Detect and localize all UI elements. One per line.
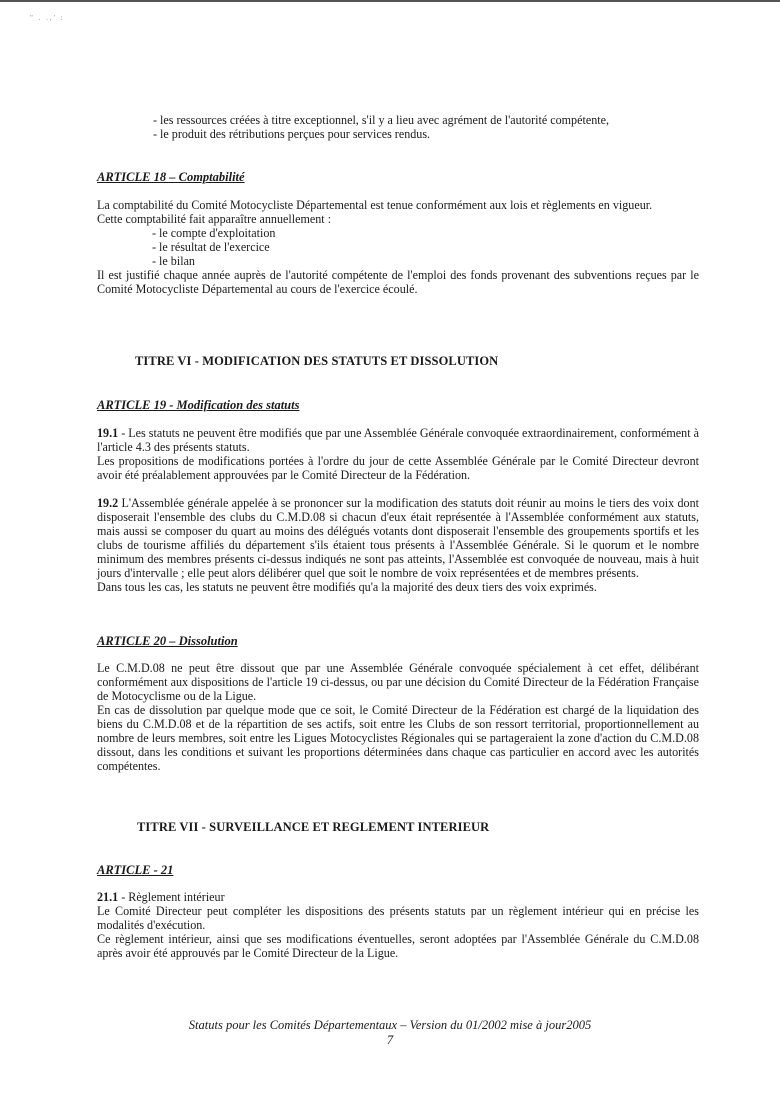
article-20-body bbox=[97, 661, 699, 773]
paragraph: Dans tous les cas, les statuts ne peuvent être modifiés qu'a la majorité des deux tiers des voix exprimés. bbox=[97, 580, 597, 594]
paragraph-text: - Les statuts ne peuvent être modifiés que par une Assemblée Générale convoquée extraordinairement, conformément à l'article 4.3 des présents statuts. bbox=[97, 426, 699, 454]
article-19-body-1 bbox=[97, 426, 699, 482]
paragraph-number: 21.1 bbox=[97, 890, 119, 904]
paragraph-text: - Règlement intérieur bbox=[118, 890, 225, 904]
article-19-heading bbox=[97, 398, 699, 412]
list-item: - le produit des rétributions perçues pour services rendus. bbox=[153, 127, 431, 141]
article-20-heading bbox=[97, 634, 699, 648]
article-18-heading bbox=[97, 170, 699, 184]
paragraph-number: 19.1 bbox=[97, 426, 119, 440]
page-footer bbox=[0, 1018, 780, 1048]
list-item: - les ressources créées à titre exceptionnel, s'il y a lieu avec agrément de l'autorité compétente, bbox=[153, 113, 609, 127]
scan-top-edge bbox=[0, 0, 780, 2]
article-21-body bbox=[97, 890, 699, 960]
article-heading: ARTICLE - 21 bbox=[97, 863, 174, 877]
article-21-heading bbox=[97, 863, 699, 877]
paragraph: Les propositions de modifications portées à l'ordre du jour de cette Assemblée Générale par le Comité Directeur devront avoir été préalablement approuvées par le Comité Directeur de la Fédération. bbox=[97, 454, 699, 482]
section-title: TITRE VII - SURVEILLANCE ET REGLEMENT INTERIEUR bbox=[137, 820, 490, 834]
titre-6 bbox=[97, 354, 737, 368]
paragraph: Cette comptabilité fait apparaître annuellement : bbox=[97, 212, 332, 226]
article-heading: ARTICLE 20 – Dissolution bbox=[97, 634, 238, 648]
scan-marks: " . .,' : bbox=[30, 14, 65, 22]
ressources-list bbox=[97, 113, 699, 141]
paragraph: Ce règlement intérieur, ainsi que ses modifications éventuelles, seront adoptées par l'Assemblée Générale du C.M.D.08 après avoir été approuvés par le Comité Directeur de la Ligue. bbox=[97, 932, 699, 960]
paragraph bbox=[97, 890, 699, 904]
footer-text: Statuts pour les Comités Départementaux – Version du 01/2002 mise à jour2005 bbox=[188, 1018, 592, 1032]
paragraph bbox=[97, 426, 699, 454]
titre-7 bbox=[97, 820, 739, 834]
paragraph-text: L'Assemblée générale appelée à se prononcer sur la modification des statuts doit réunir au moins le tiers des voix dont disposerait l'ensemble des clubs du C.M.D.08 si chacun d'eux était représentée à l'Assemblée conformément aux statuts, mais aussi se composer du quart au moins des délégués votants dont disposerait l'ensemble des groupements sportifs et les clubs de tourisme affiliés du département s'ils étaient tous présents à l'Assemblée Générale. Si le quorum et le nombre minimum des membres présents ci-dessus indiqués ne sont pas atteints, l'Assemblée est convoquée de nouveau, mais à huit jours d'intervalle ; elle peut alors délibérer quel que soit le nombre de voix représentées et de membres présents. bbox=[97, 496, 699, 580]
page-number: 7 bbox=[386, 1033, 394, 1047]
paragraph: En cas de dissolution par quelque mode que ce soit, le Comité Directeur de la Fédération est chargé de la liquidation des biens du C.M.D.08 et de la répartition de ses actifs, soit entre les Clubs de son ressort territorial, proportionnellement au nombre de leurs membres, soit entre les Ligues Motocyclistes Régionales qui se partageraient la zone d'action du C.M.D.08 dissout, dans les conditions et suivant les proportions déterminées dans chaque cas particulier en accord avec les autorités compétentes. bbox=[97, 703, 699, 773]
article-heading: ARTICLE 18 – Comptabilité bbox=[97, 170, 245, 184]
paragraph: Le Comité Directeur peut compléter les dispositions des présents statuts par un règlement intérieur qui en précise les modalités d'exécution. bbox=[97, 904, 699, 932]
list-item: - le résultat de l'exercice bbox=[152, 240, 270, 254]
paragraph-number: 19.2 bbox=[97, 496, 119, 510]
article-heading: ARTICLE 19 - Modification des statuts bbox=[97, 398, 300, 412]
paragraph bbox=[97, 496, 699, 580]
paragraph: Le C.M.D.08 ne peut être dissout que par une Assemblée Générale convoquée spécialement à cet effet, délibérant conformément aux dispositions de l'article 19 ci-dessus, ou par une décision du Comité Directeur de la Fédération Française de Motocyclisme ou de la Ligue. bbox=[97, 661, 699, 703]
section-title: TITRE VI - MODIFICATION DES STATUTS ET DISSOLUTION bbox=[135, 354, 499, 368]
paragraph: La comptabilité du Comité Motocycliste Départemental est tenue conformément aux lois et règlements en vigueur. bbox=[97, 198, 653, 212]
article-19-body-2 bbox=[97, 496, 699, 594]
paragraph: Il est justifié chaque année auprès de l'autorité compétente de l'emploi des fonds provenant des subventions reçues par le Comité Motocycliste Départemental au cours de l'exercice écoulé. bbox=[97, 268, 699, 296]
article-18-body bbox=[97, 198, 699, 296]
list-item: - le compte d'exploitation bbox=[152, 226, 276, 240]
list-item: - le bilan bbox=[152, 254, 195, 268]
